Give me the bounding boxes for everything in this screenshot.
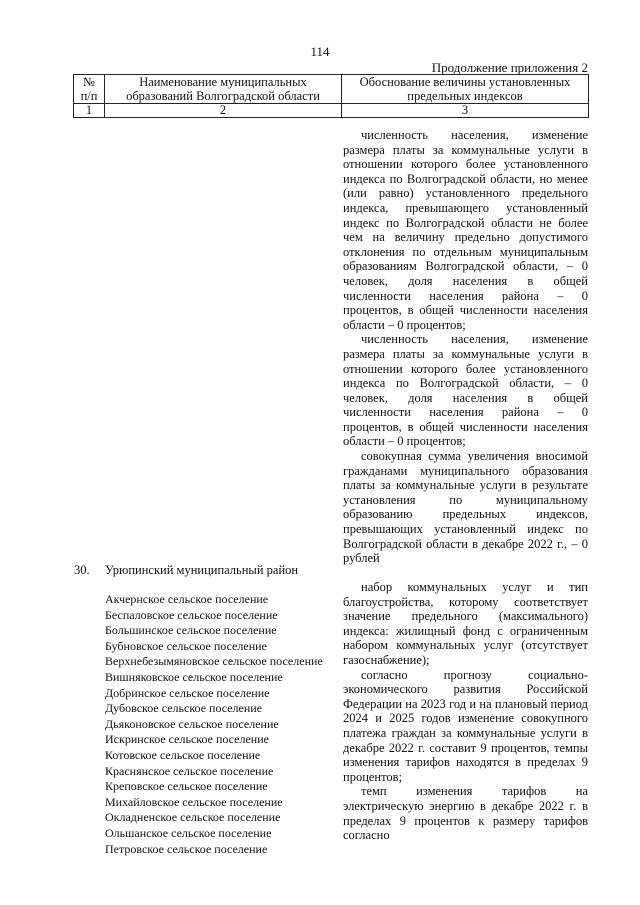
settlement-item: Михайловское сельское поселение	[105, 794, 283, 809]
header-col-justification-line2: предельных индексов	[407, 89, 523, 103]
row-number: 30.	[74, 563, 90, 577]
header-col-number	[74, 75, 105, 104]
justification-paragraph: темп изменения тарифов на электрическую энергию в декабре 2022 г. в пределах 9 процентов к размеру тарифов согласно	[343, 784, 588, 843]
header-col-number-line1: №	[83, 75, 95, 89]
settlement-item: Акчернское сельское поселение	[105, 592, 269, 606]
district-name: Урюпинский муниципальный район	[105, 563, 299, 577]
header-col-justification-line1: Обоснование величины установленных	[359, 75, 571, 89]
page-number: 114	[310, 44, 330, 59]
header-col-name-line1: Наименование муниципальных	[139, 75, 307, 89]
settlement-item: Искринское сельское поселение	[105, 732, 269, 747]
justification-paragraph: численность населения, изменение размера платы за коммунальные услуги в отношении которого более установленного индекса по Волгоградской области, – 0 человек, доля населения в общей численности населения района – 0 процентов, в общей численности населения области – 0 процентов;	[343, 332, 588, 449]
justification-paragraph: совокупная сумма увеличения вносимой гражданами муниципального образования платы за коммунальные услуги в результате установления по муниципальному образованию предельных индексов, превышающих установленный индекс по Волгоградской области в декабре 2022 г., – 0 рублей	[343, 449, 588, 566]
settlement-item: Бубновское сельское поселение	[105, 638, 267, 653]
row30-justification	[343, 580, 588, 843]
header-col-number-line2: п/п	[80, 89, 98, 103]
justification-paragraph: набор коммунальных услуг и тип благоустройства, которому соответствует значение предельного (максимального) индекса: жилищный фонд с ограниченным набором коммунальных услуг (отсутствует газоснабжение);	[343, 580, 588, 667]
column-number-3: 3	[342, 104, 589, 118]
settlement-item: Ольшанское сельское поселение	[105, 825, 272, 840]
settlement-item: Дьяконовское сельское поселение	[105, 716, 279, 731]
header-col-justification	[342, 75, 589, 104]
settlement-item: Беспаловское сельское поселение	[105, 607, 278, 622]
header-col-name	[105, 75, 342, 104]
settlement-item: Вишняковское сельское поселение	[105, 669, 283, 684]
appendix-continuation-note: Продолжение приложения 2	[431, 60, 588, 75]
settlement-item: Верхнебезымяновское сельское поселение	[105, 654, 323, 669]
justification-paragraph: согласно прогнозу социально-экономического развития Российской Федерации на 2023 год и на плановый период 2024 и 2025 годов изменение совокупного платежа граждан за коммунальные услуги в декабре 2022 г. составит 9 процентов, темпы изменения тарифов находятся в пределах 9 процентов;	[343, 667, 588, 784]
settlement-item: Большинское сельское поселение	[105, 623, 277, 638]
settlement-item: Краснянское сельское поселение	[105, 763, 274, 778]
settlement-item: Окладненское сельское поселение	[105, 810, 281, 825]
settlement-item: Петровское сельское поселение	[105, 841, 268, 856]
settlement-item: Добринское сельское поселение	[105, 685, 270, 700]
settlement-item: Дубовское сельское поселение	[105, 701, 263, 716]
settlement-item: Креповское сельское поселение	[105, 779, 268, 794]
column-number-1: 1	[74, 104, 105, 118]
column-number-2: 2	[105, 104, 342, 118]
justification-paragraph: численность населения, изменение размера платы за коммунальные услуги в отношении которого более установленного индекса по Волгоградской области, но менее (или равно) установленного предельного индекса, превышающего установленный индекс по Волгоградской области не более чем на величину предельно допустимого отклонения по отдельным муниципальным образованиям Волгоградской области, – 0 человек, доля населения в общей численности населения района – 0 процентов, в общей численности населения области – 0 процентов;	[343, 128, 588, 332]
settlement-list	[105, 592, 323, 857]
settlement-item: Котовское сельское поселение	[105, 747, 261, 762]
continued-justification	[343, 128, 588, 566]
header-col-name-line2: образований Волгоградской области	[126, 89, 320, 103]
table-header	[73, 74, 589, 118]
